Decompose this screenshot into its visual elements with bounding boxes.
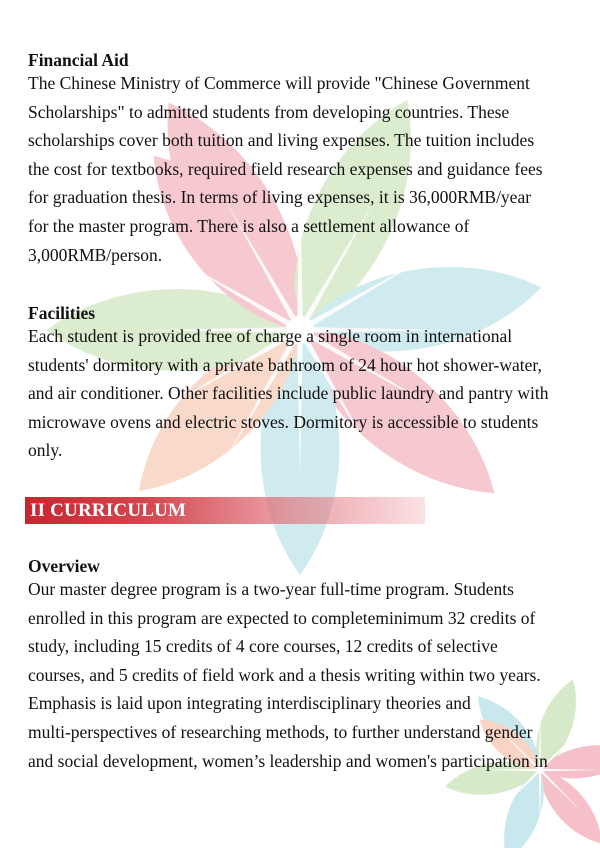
text-line: study, including 15 credits of 4 core courses, 12 credits of selective [28,636,498,657]
text-line: for graduation thesis. In terms of living expenses, it is 36,000RMB/year [28,187,532,208]
text-line: 3,000RMB/person. [28,244,163,265]
text-line: the cost for textbooks, required field research expenses and guidance fees [28,158,543,179]
text-line: students' dormitory with a private bathroom of 24 hour hot shower-water, [28,354,542,375]
financial-aid-heading: Financial Aid [28,50,129,70]
overview-paragraph [28,575,588,775]
text-line: enrolled in this program are expected to completeminimum 32 credits of [28,607,536,628]
financial-aid-paragraph [28,69,588,269]
text-line: Each student is provided free of charge a single room in international [28,326,513,346]
text-line: The Chinese Ministry of Commerce will provide "Chinese Government [28,73,530,93]
text-line: microwave ovens and electric stoves. Dormitory is accessible to students [28,411,539,432]
text-line: and air conditioner. Other facilities include public laundry and pantry with [28,383,549,404]
curriculum-section-banner [25,497,425,524]
text-line: scholarships cover both tuition and living expenses. The tuition includes [28,130,535,151]
text-line: courses, and 5 credits of field work and a thesis writing within two years. [28,664,541,685]
facilities-heading: Facilities [28,303,96,323]
text-line: and social development, women’s leadership and women's participation in [28,750,548,771]
overview-heading: Overview [28,556,100,576]
text-line: Emphasis is laid upon integrating interdisciplinary theories and [28,693,471,714]
curriculum-banner-label: II CURRICULUM [30,500,187,521]
facilities-paragraph [28,322,588,465]
text-line: only. [28,440,63,461]
text-line: Scholarships" to admitted students from developing countries. These [28,101,510,122]
text-line: multi-perspectives of researching methods, to further understand gender [28,721,533,742]
text-line: for the master program. There is also a settlement allowance of [28,215,470,236]
text-line: Our master degree program is a two-year full-time program. Students [28,579,514,599]
